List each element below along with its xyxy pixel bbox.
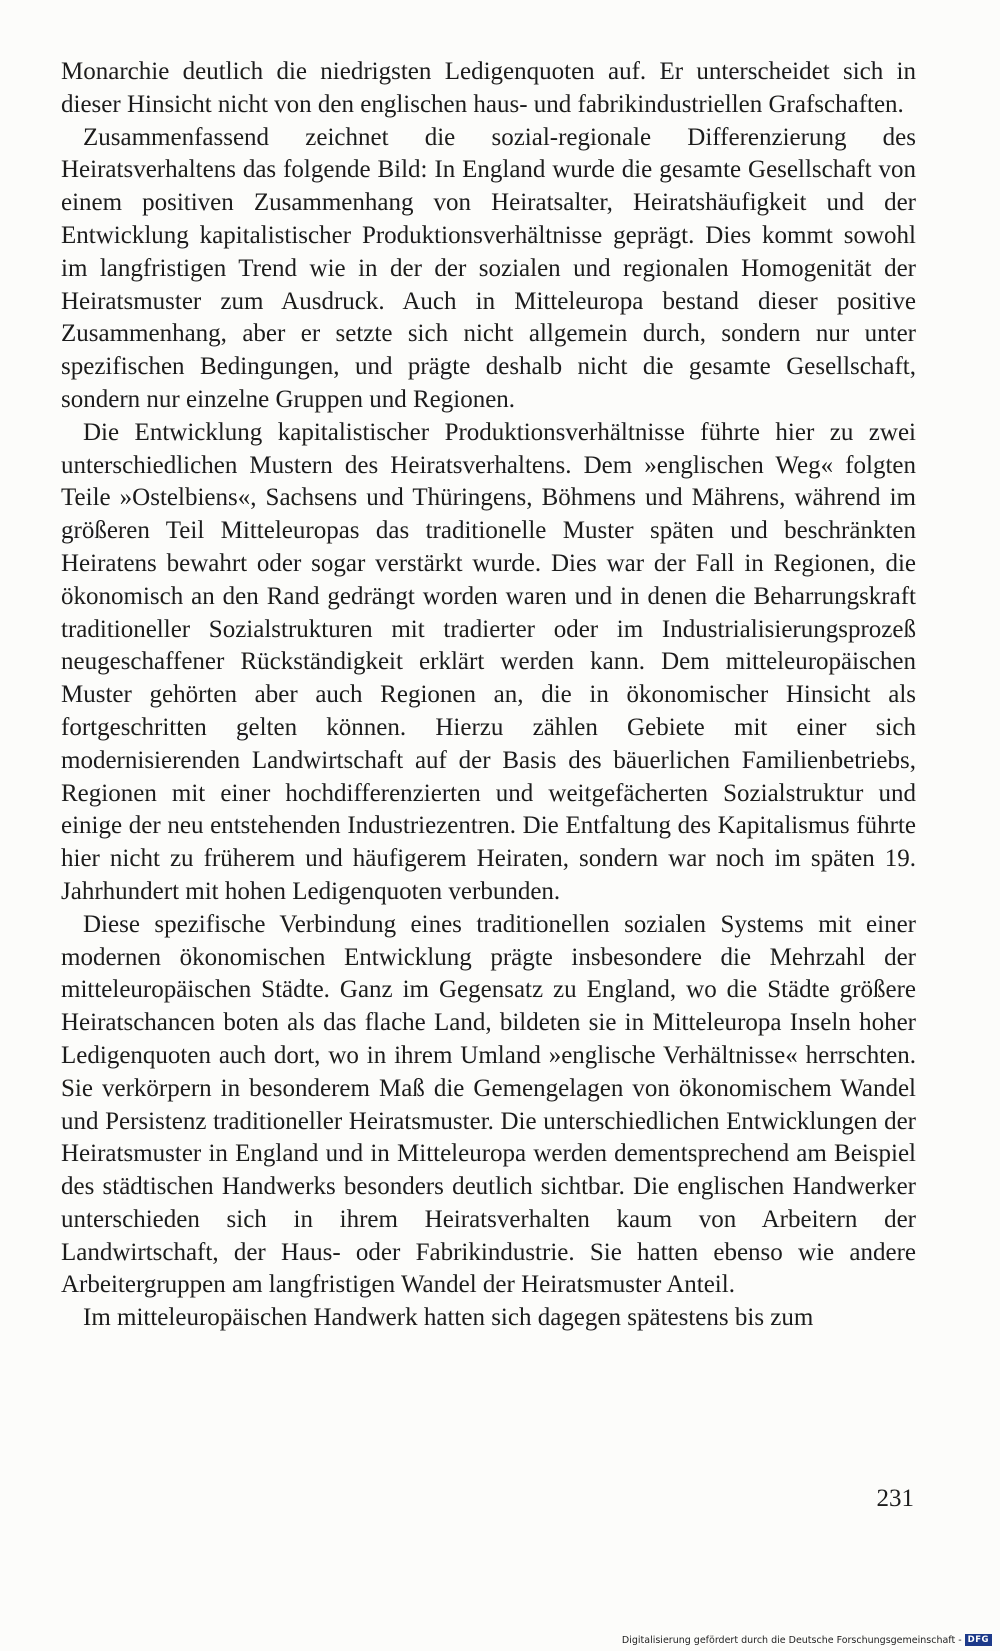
- footer-text: Digitalisierung gefördert durch die Deutsche Forschungsgemeinschaft -: [621, 1634, 962, 1646]
- paragraph-1: Monarchie deutlich die niedrigsten Ledigenquoten auf. Er unterscheidet sich in dieser Hinsicht nicht von den englischen haus- und fabrikindustriellen Grafschaften.: [61, 58, 916, 118]
- page-number: 231: [876, 1485, 914, 1512]
- digitization-footer: [622, 1634, 992, 1646]
- paragraph-2: Zusammenfassend zeichnet die sozial-regionale Differenzierung des Heiratsverhaltens das folgende Bild: In England wurde die gesamte Gesellschaft von einem positiven Zusammenhang von Heiratsalter, Heiratshäufigkeit und der Entwicklung kapitalistischer Produktionsverhältnisse geprägt. Dies kommt sowohl im langfristigen Trend wie in der der sozialen und regionalen Homogenität der Heiratsmuster zum Ausdruck. Auch in Mitteleuropa bestand dieser positive Zusammenhang, aber er setzte sich nicht allgemein durch, sondern nur unter spezifischen Bedingungen, und prägte deshalb nicht die gesamte Gesellschaft, sondern nur einzelne Gruppen und Regionen.: [61, 123, 916, 413]
- paragraph-4: Diese spezifische Verbindung eines traditionellen sozialen Systems mit einer modernen ökonomischen Entwicklung prägte insbesondere die Mehrzahl der mitteleuropäischen Städte. Ganz im Gegensatz zu England, wo die Städte größere Heiratschancen boten als das flache Land, bildeten sie in Mitteleuropa Inseln hoher Ledigenquoten auch dort, wo in ihrem Umland »englische Verhältnisse« herrschten. Sie verkörpern in besonderem Maß die Gemengelagen von ökonomischem Wandel und Persistenz traditioneller Heiratsmuster. Die unterschiedlichen Entwicklungen der Heiratsmuster in England und in Mitteleuropa werden dementsprechend am Beispiel des städtischen Handwerks besonders deutlich sichtbar. Die englischen Handwerker unterschieden sich in ihrem Heiratsverhalten kaum von Arbeitern der Landwirtschaft, der Haus- oder Fabrikindustrie. Sie hatten ebenso wie andere Arbeitergruppen am langfristigen Wandel der Heiratsmuster Anteil.: [61, 910, 916, 1299]
- page-body: [61, 56, 916, 1335]
- paragraph-5: Im mitteleuropäischen Handwerk hatten sich dagegen spätestens bis zum: [83, 1304, 814, 1332]
- paragraph-3: Die Entwicklung kapitalistischer Produktionsverhältnisse führte hier zu zwei unterschiedlichen Mustern des Heiratsverhaltens. Dem »englischen Weg« folgten Teile »Ostelbiens«, Sachsens und Thüringens, Böhmens und Mährens, während im größeren Teil Mitteleuropas das traditionelle Muster späten und beschränkten Heiratens bewahrt oder sogar verstärkt wurde. Dies war der Fall in Regionen, die ökonomisch an den Rand gedrängt worden waren und in denen die Beharrungskraft traditioneller Sozialstrukturen mit tradierter oder im Industrialisierungsprozeß neugeschaffener Rückständigkeit erklärt werden kann. Dem mitteleuropäischen Muster gehörten aber auch Regionen an, die in ökonomischer Hinsicht als fortgeschritten gelten können. Hierzu zählen Gebiete mit einer sich modernisierenden Landwirtschaft auf der Basis des bäuerlichen Familienbetriebs, Regionen mit einer hochdifferenzierten und weitgefächerten Sozialstruktur und einige der neu entstehenden Industriezentren. Die Entfaltung des Kapitalismus führte hier nicht zu früherem und häufigerem Heiraten, sondern war noch im späten 19. Jahrhundert mit hohen Ledigenquoten verbunden.: [61, 418, 916, 905]
- dfg-logo: DFG: [965, 1634, 992, 1646]
